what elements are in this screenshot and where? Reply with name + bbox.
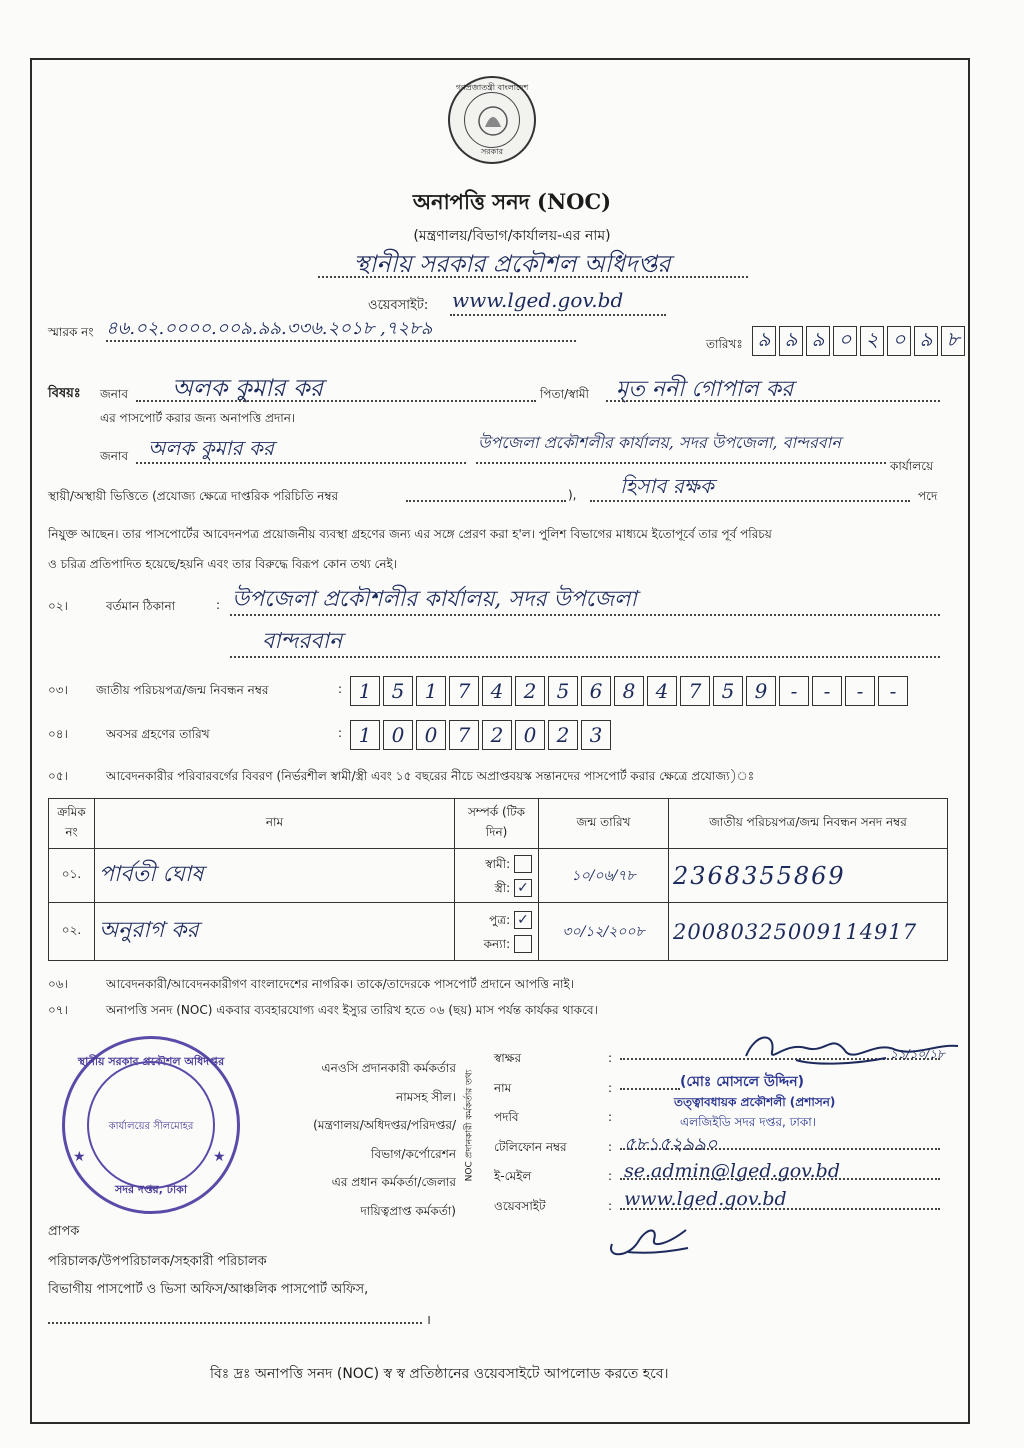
website-label: ওয়েবসাইট: [368, 298, 429, 313]
paragraph-line-2: ও চরিত্র প্রতিপাদিত হয়েছে/হয়নি এবং তার বিরুদ্ধে বিরূপ কোন তথ্য নেই। [48, 557, 398, 571]
sign-date: ১১/১০/১৮ [890, 1047, 945, 1061]
recipient-line-1: পরিচালক/উপপরিচালক/সহকারী পরিচালক [48, 1254, 267, 1269]
item-03-number: ০৩। [48, 683, 68, 697]
field-label-website: ওয়েবসাইট [494, 1198, 546, 1213]
signatory-colons: : : : : : : [608, 1051, 613, 1213]
nid-digit: 5 [383, 676, 413, 706]
date-digit: ০ [887, 326, 911, 356]
col-id: জাতীয় পরিচয়পত্র/জন্ম নিবন্ধন সনদ নম্বর [669, 799, 948, 849]
col-dob: জন্ম তারিখ [539, 799, 669, 849]
recipient-label: প্রাপক [48, 1224, 80, 1239]
document-subtitle: (মন্ত্রণালয়/বিভাগ/কার্যালয়-এর নাম) [413, 228, 611, 244]
item-02-number: ০২। [48, 599, 68, 613]
field-label-signature: স্বাক্ষর [494, 1051, 522, 1065]
nid-digit: 7 [680, 676, 710, 706]
date-digit: ২ [860, 326, 884, 356]
signatory-line: বিভাগ/কর্পোরেশন [371, 1146, 456, 1161]
field-label-phone: টেলিফোন নম্বর [494, 1139, 567, 1154]
officer-email: se.admin@lged.gov.bd [624, 1160, 840, 1182]
col-relation: সম্পর্ক (টিক দিন) [455, 799, 539, 849]
stamp-ring-text: স্থানীয় সরকার প্রকৌশল অধিদপ্তর [77, 1055, 225, 1068]
initial-signature-mark [598, 1214, 698, 1260]
father-label: পিতা/স্বামী [540, 387, 589, 401]
memo-label: স্মারক নং [48, 325, 94, 339]
date-digit: ৯ [779, 326, 803, 356]
stamp-center-text: কার্যালয়ের সীলমোহর [108, 1121, 194, 1132]
signatory-line: (মন্ত্রণালয়/অধিদপ্তর/পরিদপ্তর/ [313, 1118, 456, 1132]
office-written: উপজেলা প্রকৌশলীর কার্যালয়, সদর উপজেলা, বান্দরবান [478, 433, 841, 452]
issue-date-boxes [752, 326, 968, 356]
retire-digit: 2 [548, 720, 578, 750]
row-relation: স্বামী: স্ত্রী: ✓ [455, 849, 539, 903]
item-06-number: ০৬। [48, 977, 68, 991]
row-id: 2368355869 [669, 849, 948, 903]
row-serial: ০১. [49, 849, 95, 903]
retire-digit: 2 [482, 720, 512, 750]
officer-designation-stamp: তত্ত্বাবধায়ক প্রকৌশলী (প্রশাসন) [674, 1095, 836, 1109]
nid-label: জাতীয় পরিচয়পত্র/জন্ম নিবন্ধন নম্বর [96, 683, 269, 697]
nid-digit: 2 [515, 676, 545, 706]
retire-digit: 3 [581, 720, 611, 750]
declaration-06: আবেদনকারী/আবেদনকারীগণ বাংলাদেশের নাগরিক। তাকে/তাদেরকে পাসপোর্ট প্রদানে আপত্তি নাই। [106, 977, 575, 991]
post-suffix: পদে [918, 489, 938, 503]
retire-digit: 0 [383, 720, 413, 750]
table-row [49, 903, 948, 961]
star-icon: ★ [73, 1149, 86, 1165]
website-value: www.lged.gov.bd [452, 288, 624, 312]
document-title: অনাপত্তি সনদ (NOC) [412, 189, 612, 214]
address-line-2: বান্দরবান [262, 629, 343, 654]
nid-digit: 1 [416, 676, 446, 706]
recipient-line-2: বিভাগীয় পাসপোর্ট ও ভিসা অফিস/আঞ্চলিক পাসপোর্ট অফিস, [48, 1282, 369, 1297]
relation-checkbox [514, 935, 532, 953]
retire-colon: : [338, 726, 343, 740]
designation: হিসাব রক্ষক [620, 474, 714, 498]
date-digit: ৯ [806, 326, 830, 356]
retire-label: অবসর গ্রহণের তারিখ [106, 727, 210, 741]
mr-label-2: জনাব [100, 449, 129, 463]
paragraph-line-1: নিযুক্ত আছেন। তার পাসপোর্টের আবেদনপত্র প্রয়োজনীয় ব্যবস্থা গ্রহণের জন্য এর সঙ্গে প্রেরণ করা হ'ল। পুলিশ বিভাগের মাধ্যমে ইতোপূর্বে তার পূর্ব পরিচয় [48, 527, 772, 541]
nid-digit: 1 [350, 676, 380, 706]
field-label-name: নাম [494, 1080, 512, 1095]
nid-digit: 8 [614, 676, 644, 706]
permanent-label: স্থায়ী/অস্থায়ী ভিত্তিতে (প্রযোজ্য ক্ষেত্রে দাপ্তরিক পরিচিতি নম্বর [48, 489, 339, 503]
address-line-1: উপজেলা প্রকৌশলীর কার্যালয়, সদর উপজেলা [232, 587, 637, 612]
relation-checkbox: ✓ [514, 879, 532, 897]
signatory-line: এর প্রধান কর্মকর্তা/জেলার [331, 1175, 456, 1189]
retire-date-boxes [350, 720, 614, 750]
nid-digit: - [845, 676, 875, 706]
signatory-description [250, 1054, 456, 1225]
nid-digit: - [779, 676, 809, 706]
nid-digit: - [812, 676, 842, 706]
row-dob: ৩০/১২/২০০৮ [539, 903, 669, 961]
signatory-field-labels [494, 1044, 567, 1221]
nid-digit: - [878, 676, 908, 706]
stamp-bottom-text: সদর দপ্তর, ঢাকা [114, 1183, 188, 1196]
retire-digit: 0 [416, 720, 446, 750]
nid-colon: : [338, 682, 343, 696]
office-stamp [62, 1036, 240, 1214]
applicant-name: অলক কুমার কর [172, 374, 323, 402]
retire-digit: 0 [515, 720, 545, 750]
noc-vertical-label: NOC প্রদানকারী কর্মকর্তার তথ্য [464, 1069, 475, 1182]
seal-emblem-icon [464, 92, 520, 148]
nid-digit: 5 [713, 676, 743, 706]
item-05-number: ০৫। [48, 769, 68, 783]
government-seal [448, 76, 536, 164]
memo-value: ৪৬.০২.০০০০.০০৯.৯৯.৩৩৬.২০১৮ ,৭২৮৯ [106, 318, 433, 339]
signatory-line: দায়িত্বপ্রাপ্ত কর্মকর্তা) [360, 1203, 456, 1218]
officer-website: www.lged.gov.bd [624, 1188, 787, 1210]
recipient-line-3-end: । [426, 1313, 431, 1328]
relation-checkbox: ✓ [514, 911, 532, 929]
passport-line: এর পাসপোর্ট করার জন্য অনাপত্তি প্রদান। [100, 411, 296, 425]
table-row [49, 849, 948, 903]
address-label: বর্তমান ঠিকানা [106, 599, 176, 613]
nid-digit: 4 [647, 676, 677, 706]
field-label-designation: পদবি [494, 1110, 519, 1124]
field-label-email: ই-মেইল [494, 1169, 532, 1183]
father-name: মৃত ননী গোপাল কর [616, 377, 794, 402]
office-stamp-line: এলজিইডি সদর দপ্তর, ঢাকা। [680, 1115, 817, 1129]
date-digit: ৯ [914, 326, 938, 356]
col-serial: ক্রমিক নং [49, 799, 95, 849]
nid-digit: 4 [482, 676, 512, 706]
nid-digit: 7 [449, 676, 479, 706]
row-id: 20080325009114917 [669, 903, 948, 961]
permanent-suffix: ), [568, 488, 577, 502]
applicant-name-2: অলক কুমার কর [148, 436, 274, 460]
col-name: নাম [95, 799, 455, 849]
star-icon: ★ [213, 1149, 226, 1165]
family-table [48, 798, 948, 961]
item-07-number: ০৭। [48, 1003, 68, 1017]
nid-digit: 5 [548, 676, 578, 706]
nid-digit: 6 [581, 676, 611, 706]
row-dob: ১০/০৬/৭৮ [539, 849, 669, 903]
row-relation: পুত্র: ✓ কন্যা: [455, 903, 539, 961]
date-digit: ৯ [752, 326, 776, 356]
address-colon: : [216, 598, 221, 612]
nid-digit: 9 [746, 676, 776, 706]
date-label: তারিখঃ [706, 337, 743, 351]
declaration-07: অনাপত্তি সনদ (NOC) একবার ব্যবহারযোগ্য এবং ইস্যুর তারিখ হতে ০৬ (ছয়) মাস পর্যন্ত কার্যকর থাকবে। [106, 1003, 598, 1017]
footer-note: বিঃ দ্রঃ অনাপত্তি সনদ (NOC) স্ব স্ব প্রতিষ্ঠানের ওয়েবসাইটে আপলোড করতে হবে। [210, 1366, 669, 1382]
mr-label: জনাব [100, 387, 129, 401]
date-digit: ৮ [941, 326, 965, 356]
signatory-line: এনওসি প্রদানকারী কর্মকর্তার [321, 1061, 456, 1075]
officer-phone: ৫৮১৫২৯৯০ [624, 1134, 718, 1155]
subject-label: বিষয়ঃ [48, 386, 81, 401]
row-serial: ০২. [49, 903, 95, 961]
signatory-line: নামসহ সীল। [396, 1089, 456, 1104]
row-name: অনুরাগ কর [95, 903, 455, 961]
relation-checkbox [514, 855, 532, 873]
nid-boxes [350, 676, 911, 706]
seal-bottom-text: সরকার [480, 147, 503, 156]
retire-digit: 1 [350, 720, 380, 750]
officer-name-stamp: (মোঃ মোসলে উদ্দিন) [680, 1074, 804, 1090]
date-digit: ০ [833, 326, 857, 356]
retire-digit: 7 [449, 720, 479, 750]
item-04-number: ০৪। [48, 727, 68, 741]
row-name: পার্বতী ঘোষ [95, 849, 455, 903]
seal-top-text: গণপ্রজাতন্ত্রী বাংলাদেশ [455, 83, 529, 92]
office-suffix: কার্যালয়ে [890, 459, 934, 473]
office-name: স্থানীয় সরকার প্রকৌশল অধিদপ্তর [353, 250, 671, 278]
family-label: আবেদনকারীর পরিবারবর্গের বিবরণ (নির্ভরশীল স্বামী/স্ত্রী এবং ১৫ বছরের নীচে অপ্রাপ্তবয়স্ক সন্তানদের পাসপোর্ট করার ক্ষেত্রে প্রযোজ্য)ঃ [106, 769, 755, 783]
